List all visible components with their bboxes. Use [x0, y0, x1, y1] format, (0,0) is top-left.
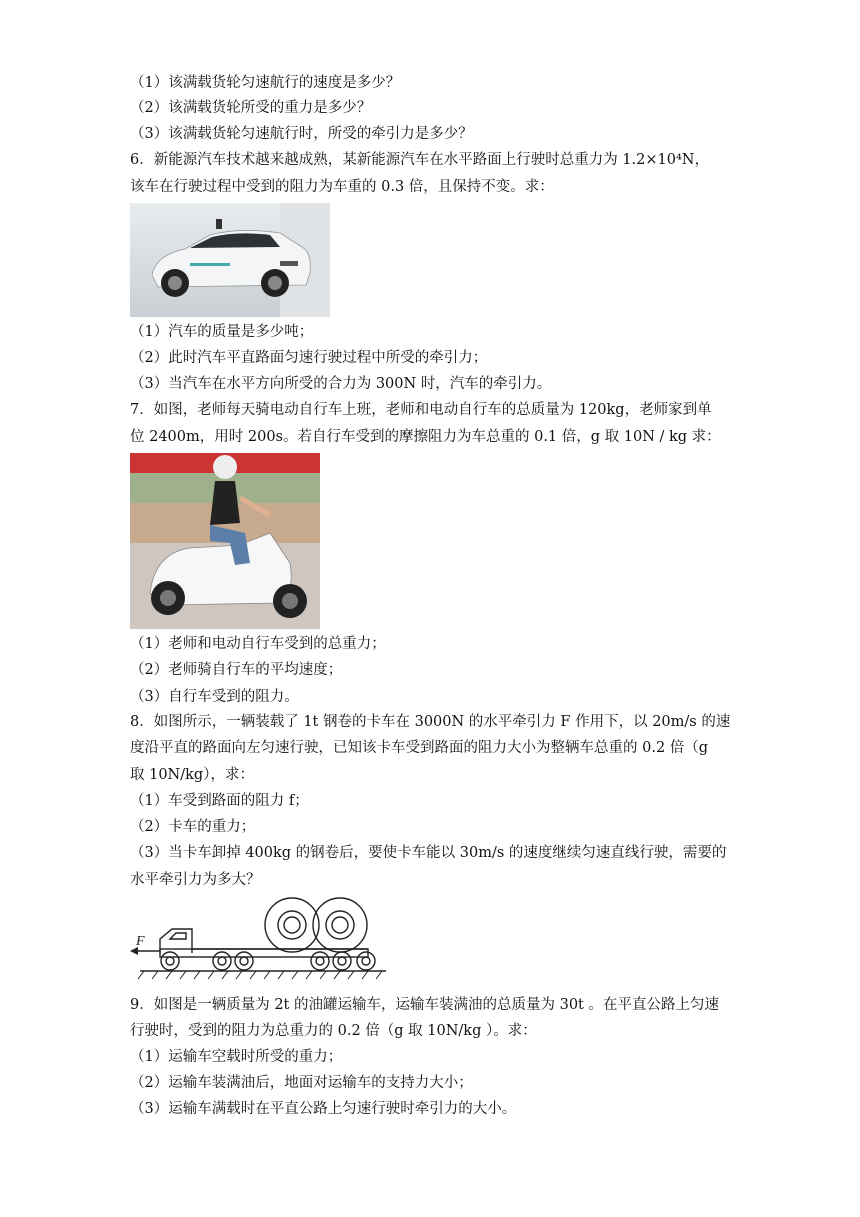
q9-line-b: 行驶时，受到的阻力为总重力的 0.2 倍（g 取 10N/kg ）。求： [130, 1023, 537, 1039]
q8-line-a: 8．如图所示，一辆装载了 1t 钢卷的卡车在 3000N 的水平牵引力 F 作用下，以 20m/s 的速 [130, 714, 731, 730]
line-l2: （2）该满载货轮所受的重力是多少？ [130, 100, 372, 116]
q6-sub-2: （2）此时汽车平直路面匀速行驶过程中所受的牵引力； [130, 350, 488, 366]
q8-line-b: 度沿平直的路面向左匀速行驶，已知该卡车受到路面的阻力大小为整辆车总重的 0.2 倍（g [130, 740, 709, 756]
q8-sub-2: （2）卡车的重力； [130, 819, 256, 835]
q6-sub-1: （1）汽车的质量是多少吨； [130, 324, 314, 340]
q9-sub-2: （2）运输车装满油后，地面对运输车的支持力大小； [130, 1075, 473, 1091]
q6-line-b: 该车在行驶过程中受到的阻力为车重的 0.3 倍，且保持不变。求： [130, 179, 554, 195]
q7-line-b: 位 2400m，用时 200s。若自行车受到的摩擦阻力为车总重的 0.1 倍，g 取 10N / kg 求： [130, 429, 721, 445]
q9-line-a: 9．如图是一辆质量为 2t 的油罐运输车，运输车装满油的总质量为 30t 。在平直公路上匀速 [130, 997, 719, 1013]
car-photo [130, 203, 330, 317]
q9-sub-1: （1）运输车空载时所受的重力； [130, 1049, 343, 1065]
q7-line-a: 7．如图，老师每天骑电动自行车上班，老师和电动自行车的总质量为 120kg，老师家到单 [130, 402, 712, 418]
q8-sub-1: （1）车受到路面的阻力 f； [130, 793, 309, 809]
q8-sub-3a: （3）当卡车卸掉 400kg 的钢卷后，要使卡车能以 30m/s 的速度继续匀速直线行驶，需要的 [130, 845, 727, 861]
q8-sub-3b: 水平牵引力为多大？ [130, 872, 261, 888]
force-label: F [136, 934, 145, 949]
line-l3: （3）该满载货轮匀速航行时，所受的牵引力是多少？ [130, 126, 473, 142]
q7-sub-3: （3）自行车受到的阻力。 [130, 689, 299, 705]
q9-sub-3: （3）运输车满载时在平直公路上匀速行驶时牵引力的大小。 [130, 1101, 517, 1117]
q8-line-c: 取 10N/kg），求： [130, 767, 254, 783]
q6-line-a: 6．新能源汽车技术越来越成熟，某新能源汽车在水平路面上行驶时总重力为 1.2×10⁴N， [130, 152, 709, 168]
line-l1: （1）该满载货轮匀速航行的速度是多少？ [130, 75, 401, 91]
q7-sub-1: （1）老师和电动自行车受到的总重力； [130, 636, 386, 652]
scooter-photo [130, 453, 320, 629]
q6-sub-3: （3）当汽车在水平方向所受的合力为 300N 时，汽车的牵引力。 [130, 376, 552, 392]
q7-sub-2: （2）老师骑自行车的平均速度； [130, 662, 343, 678]
truck-diagram [130, 895, 388, 981]
